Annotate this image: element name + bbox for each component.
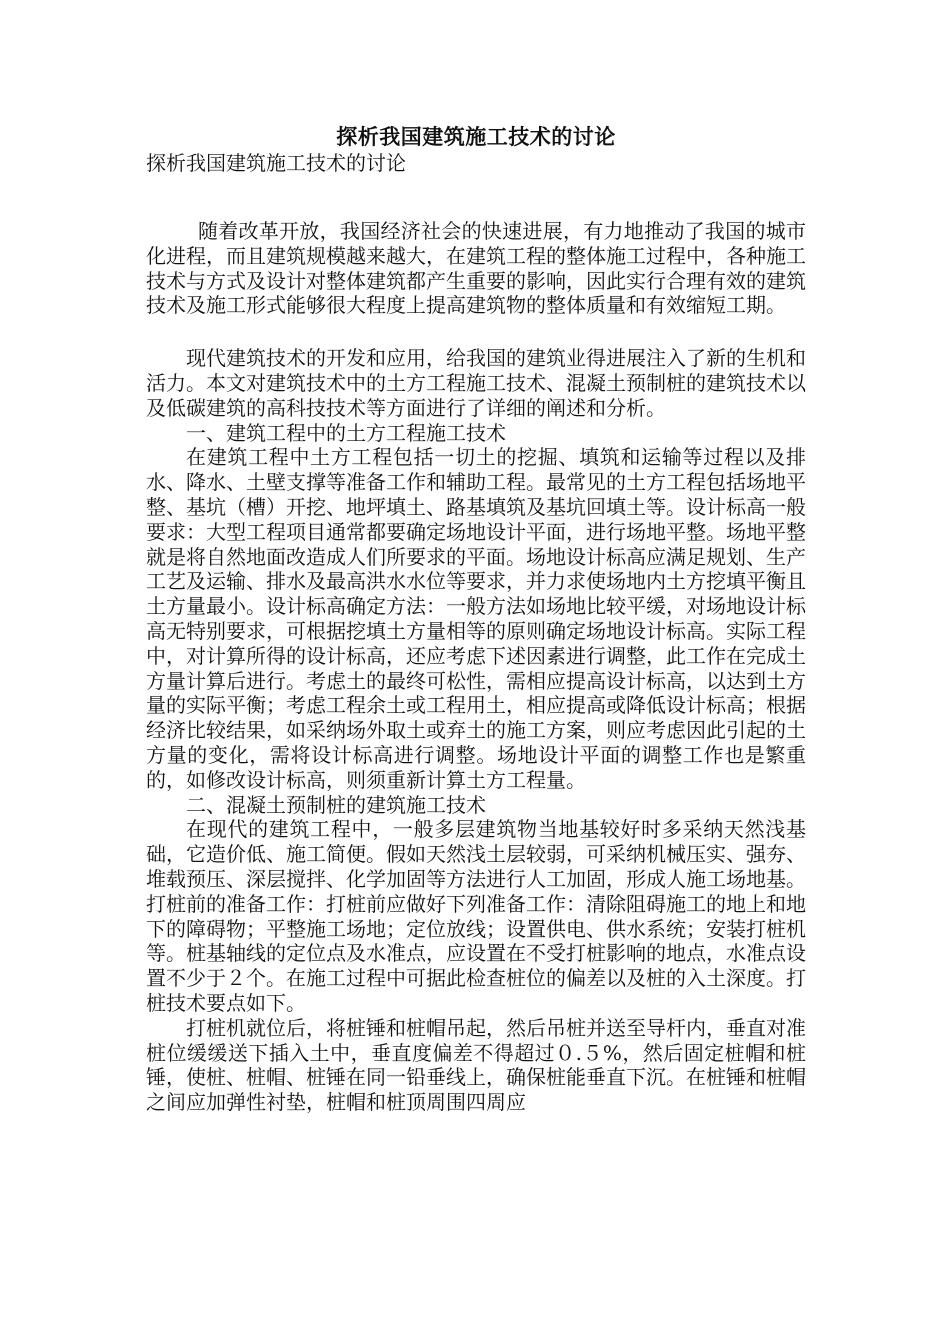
section-1-body: 在建筑工程中土方工程包括一切土的挖掘、填筑和运输等过程以及排水、降水、土壁支撑等准备工作和辅助工程。最常见的土方工程包括场地平整、基坑（槽）开挖、地坪填土、路基填筑及基坑回填土等。设计标高一般要求：大型工程项目通常都要确定场地设计平面，进行场地平整。场地平整就是将自然地面改造成人们所要求的平面。场地设计标高应满足规划、生产工艺及运输、排水及最高洪水水位等要求，并力求使场地内土方挖填平衡且土方量最小。设计标高确定方法：一般方法如场地比较平缓，对场地设计标高无特别要求，可根据挖填土方量相等的原则确定场地设计标高。实际工程中，对计算所得的设计标高，还应考虑下述因素进行调整，此工作在完成土方量计算后进行。考虑土的最终可松性，需相应提高设计标高，以达到土方量的实际平衡；考虑工程余土或工程用土，相应提高或降低设计标高；根据经济比较结果，如采纳场外取土或弃土的施工方案，则应考虑因此引起的土方量的变化，需将设计标高进行调整。场地设计平面的调整工作也是繁重的，如修改设计标高，则须重新计算土方工程量。 xyxy=(146,445,806,792)
section-heading-2: 二、混凝土预制桩的建筑施工技术 xyxy=(186,792,486,817)
intro-paragraph-1: 随着改革开放，我国经济社会的快速进展，有力地推动了我国的城市化进程，而且建筑规模越来越大，在建筑工程的整体施工过程中，各种施工技术与方式及设计对整体建筑都产生重要的影响，因此实行合理有效的建筑技术及施工形式能够很大程度上提高建筑物的整体质量和有效缩短工期。 xyxy=(146,219,806,318)
document-page xyxy=(146,124,806,1115)
section-2-body: 在现代的建筑工程中，一般多层建筑物当地基较好时多采纳天然浅基础，它造价低、施工简便。假如天然浅土层较弱，可采纳机械压实、强夯、堆载预压、深层搅拌、化学加固等方法进行人工加固，形成人施工场地基。打桩前的准备工作：打桩前应做好下列准备工作：清除阻碍施工的地上和地下的障碍物；平整施工场地；定位放线；设置供电、供水系统；安装打桩机等。桩基轴线的定位点及水准点，应设置在不受打桩影响的地点，水准点设置不少于２个。在施工过程中可据此检查桩位的偏差以及桩的入土深度。打桩技术要点如下。 xyxy=(146,817,806,1015)
intro-paragraph-2: 现代建筑技术的开发和应用，给我国的建筑业得进展注入了新的生机和活力。本文对建筑技术中的土方工程施工技术、混凝土预制桩的建筑技术以及低碳建筑的高科技技术等方面进行了详细的阐述和分析。 xyxy=(146,346,806,420)
document-title: 探析我国建筑施工技术的讨论 xyxy=(336,124,616,149)
section-heading-1: 一、建筑工程中的土方工程施工技术 xyxy=(186,420,506,445)
section-2-body-continued: 打桩机就位后，将桩锤和桩帽吊起，然后吊桩并送至导杆内，垂直对准桩位缓缓送下插入土中，垂直度偏差不得超过０.５%，然后固定桩帽和桩锤，使桩、桩帽、桩锤在同一铅垂线上，确保桩能垂直下沉。在桩锤和桩帽之间应加弹性衬垫，桩帽和桩顶周围四周应 xyxy=(146,1015,806,1115)
document-subtitle: 探析我国建筑施工技术的讨论 xyxy=(146,151,406,175)
